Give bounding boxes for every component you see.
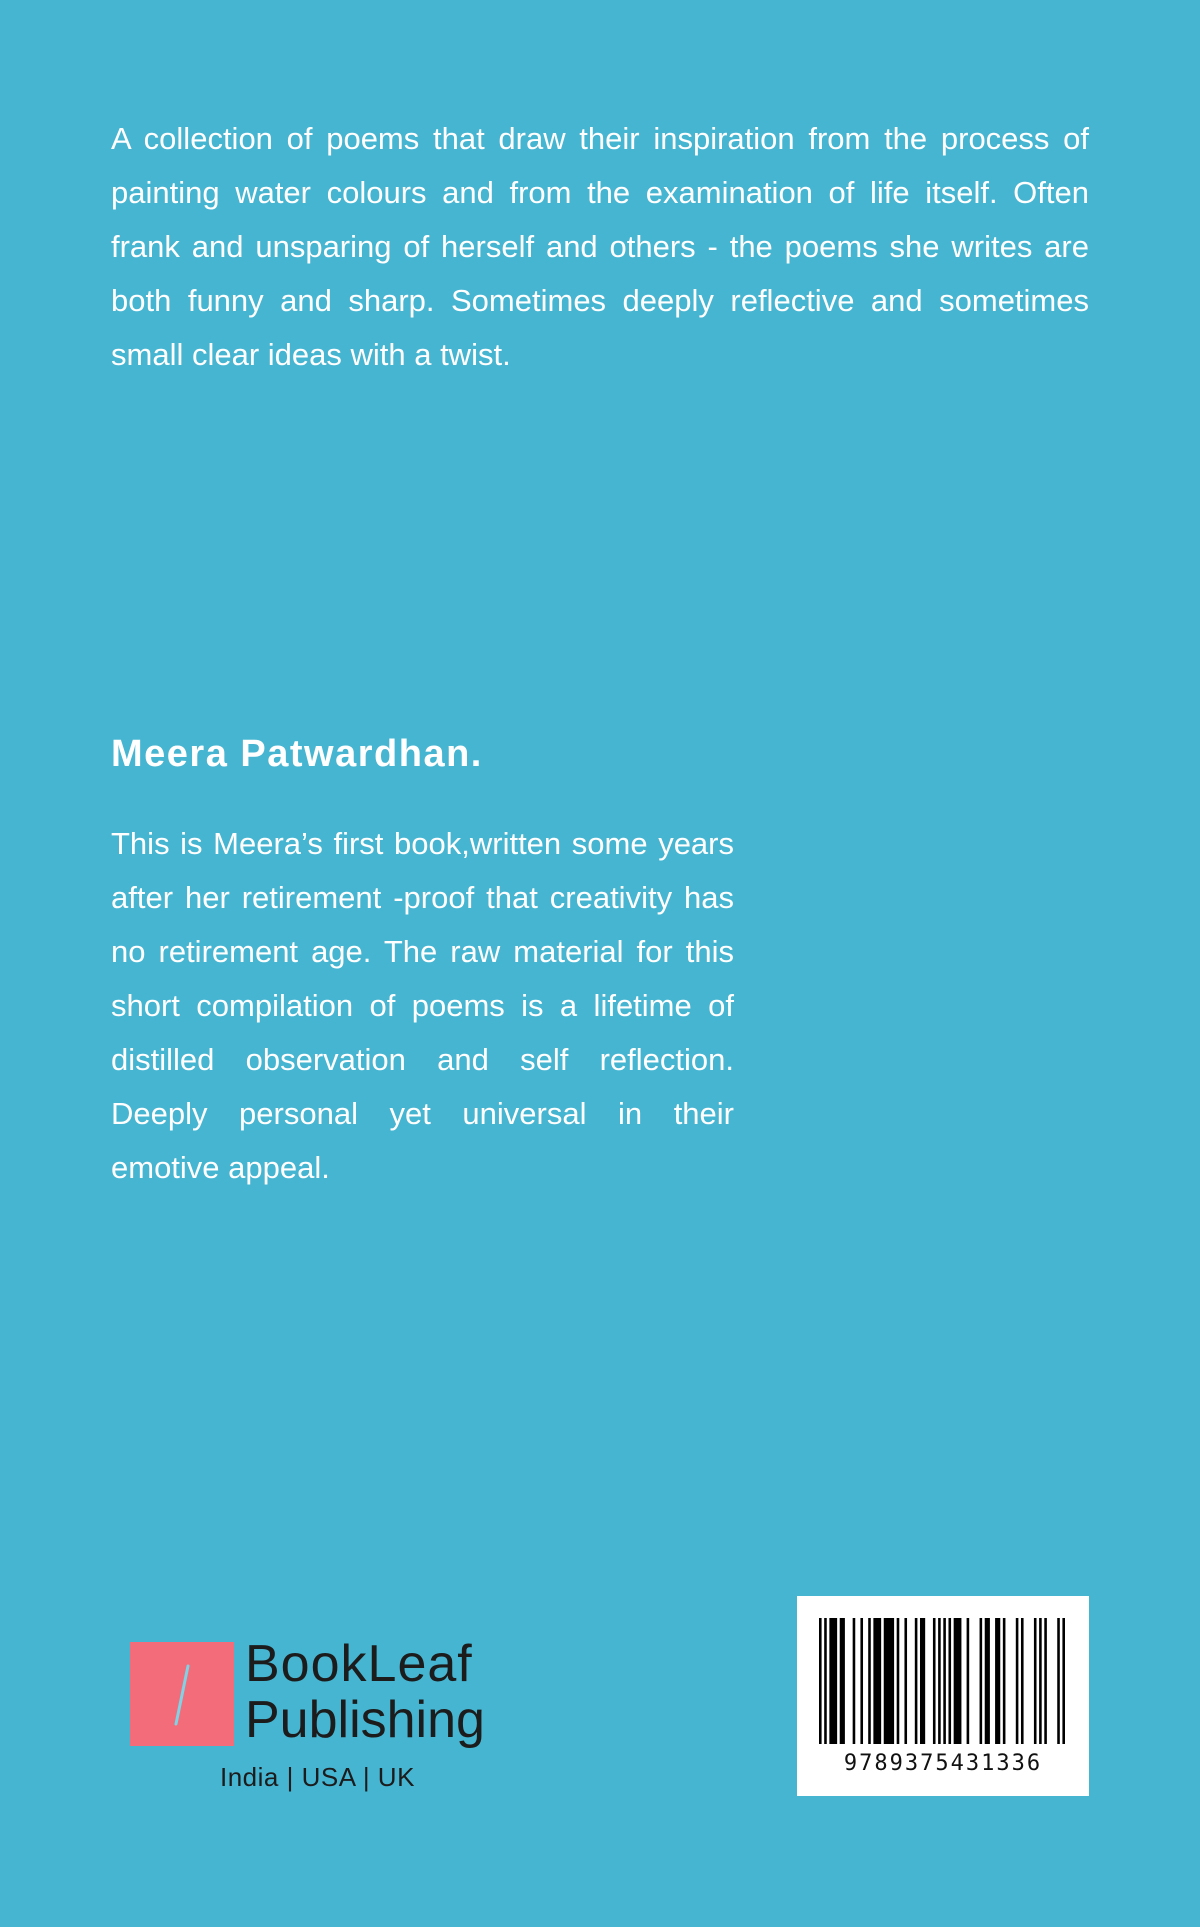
barcode-bar: [1062, 1618, 1065, 1744]
publisher-name-line1: BookLeaf: [245, 1635, 473, 1693]
barcode-bar: [1016, 1618, 1019, 1744]
isbn-barcode: [797, 1596, 1089, 1796]
barcode-bar: [995, 1618, 1000, 1744]
publisher-name-line2: Publishing: [245, 1691, 485, 1749]
barcode-bars: [819, 1618, 1065, 1744]
barcode-bar: [985, 1618, 990, 1744]
barcode-bar: [943, 1618, 946, 1744]
barcode-bar: [1044, 1618, 1047, 1744]
barcode-bar: [873, 1618, 881, 1744]
barcode-bar: [948, 1618, 951, 1744]
barcode-bar: [954, 1618, 962, 1744]
publisher-regions: India | USA | UK: [220, 1762, 415, 1792]
barcode-bar: [819, 1618, 822, 1744]
barcode-bar: [868, 1618, 871, 1744]
publisher-logo: [130, 1636, 530, 1806]
barcode-bar: [1003, 1618, 1006, 1744]
leaf-slash-icon: [130, 1642, 234, 1746]
barcode-bar: [853, 1618, 856, 1744]
barcode-bar: [904, 1618, 907, 1744]
barcode-bar: [884, 1618, 894, 1744]
barcode-bar: [915, 1618, 918, 1744]
barcode-bar: [829, 1618, 837, 1744]
barcode-bar: [980, 1618, 983, 1744]
barcode-bar: [1057, 1618, 1060, 1744]
barcode-bar: [1039, 1618, 1042, 1744]
author-bio: This is Meera’s first book,written some years after her retirement -proof that creativity has no retirement age. The raw material for this short compilation of poems is a lifetime of distilled observation and self reflection. Deeply personal yet universal in their emotive appeal.: [111, 826, 734, 1185]
barcode-bar: [824, 1618, 827, 1744]
barcode-bar: [860, 1618, 863, 1744]
logo-square-icon: [130, 1642, 234, 1746]
isbn-number: 9789375431336: [843, 1751, 1043, 1776]
barcode-bar: [897, 1618, 900, 1744]
barcode-bar: [840, 1618, 845, 1744]
barcode-bar: [920, 1618, 925, 1744]
barcode-bar: [1021, 1618, 1024, 1744]
barcode-bar: [938, 1618, 941, 1744]
book-blurb: A collection of poems that draw their inspiration from the process of painting water colours and from the examination of life itself. Often frank and unsparing of herself and others - the poems she writes are both funny and sharp. Sometimes deeply reflective and sometimes small clear ideas with a twist.: [111, 121, 1089, 372]
author-name: Meera Patwardhan.: [111, 733, 483, 775]
barcode-bar: [967, 1618, 970, 1744]
publisher-name: [245, 1636, 485, 1748]
barcode-bar: [1034, 1618, 1037, 1744]
barcode-bar: [933, 1618, 936, 1744]
